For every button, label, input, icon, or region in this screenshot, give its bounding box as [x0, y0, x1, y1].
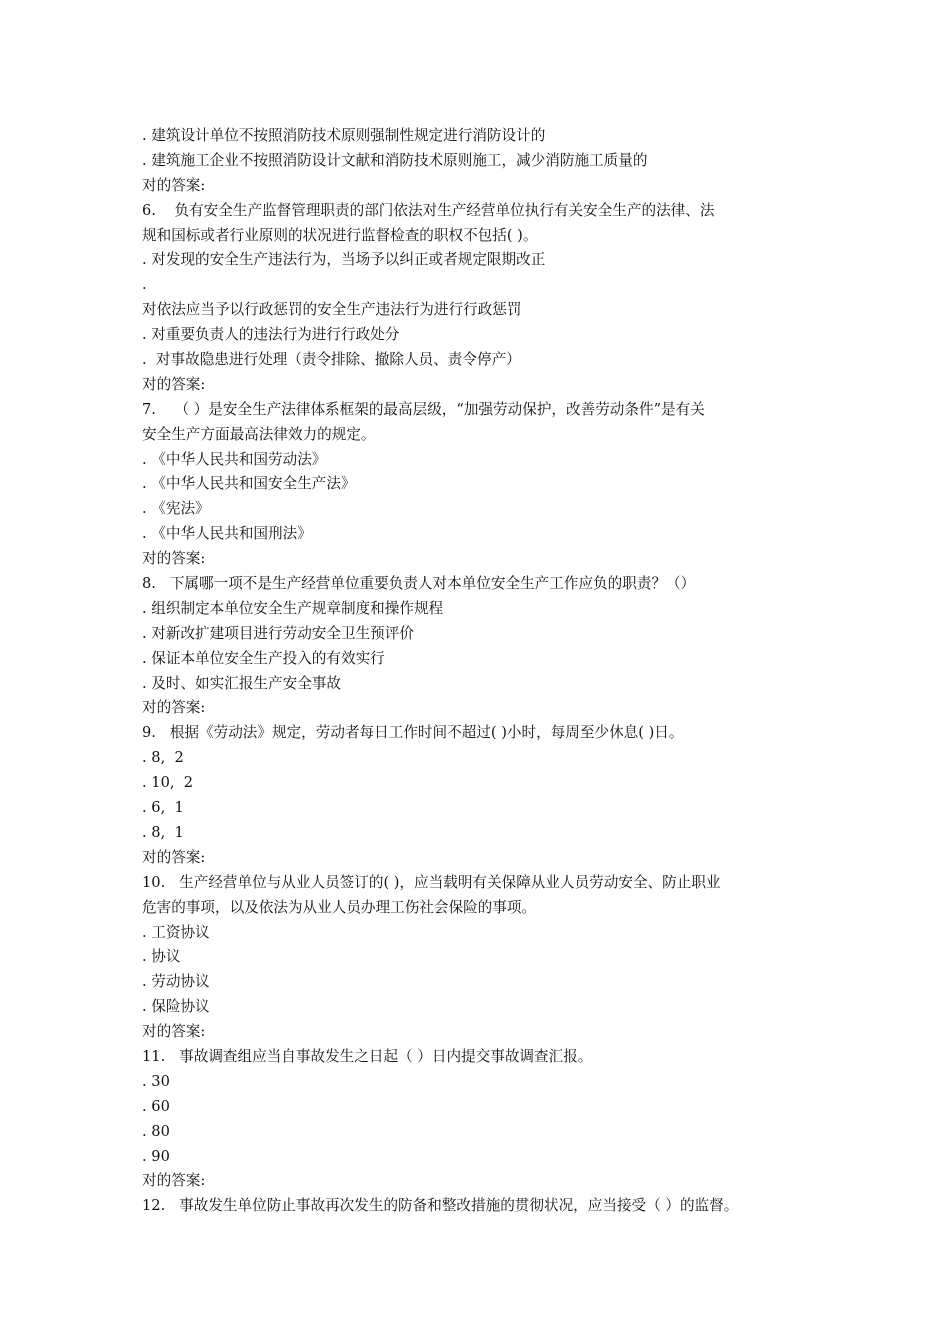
question-line: 9. 根据《劳动法》规定，劳动者每日工作时间不超过( )小时，每周至少休息( )日。	[142, 724, 684, 742]
option-line: . 组织制定本单位安全生产规章制度和操作规程	[142, 599, 444, 617]
question-cont-line: 规和国标或者行业原则的状况进行监督检查的职权不包括( )。	[142, 226, 538, 244]
option-line: . 劳动协议	[142, 973, 210, 991]
option-line: . 《宪法》	[142, 500, 210, 518]
answer-line: 对的答案:	[142, 848, 206, 866]
option-line: . 80	[142, 1122, 170, 1140]
option-line: . 对新改扩建项目进行劳动安全卫生预评价	[142, 624, 414, 642]
option-line: . 30	[142, 1072, 170, 1090]
option-line: . 《中华人民共和国刑法》	[142, 525, 312, 543]
question-line: 8. 下属哪一项不是生产经营单位重要负责人对本单位安全生产工作应负的职责？（）	[142, 575, 696, 593]
option-line: . 及时、如实汇报生产安全事故	[142, 674, 341, 692]
question-cont-line: 危害的事项，以及依法为从业人员办理工伤社会保险的事项。	[142, 898, 537, 916]
question-line: 12. 事故发生单位防止事故再次发生的防备和整改措施的贯彻状况，应当接受（ ）的监督。	[142, 1197, 739, 1215]
option-line: . 8, 2	[142, 749, 184, 767]
question-line: 6. 负有安全生产监督管理职责的部门依法对生产经营单位执行有关安全生产的法律、法	[142, 201, 715, 219]
option-line: .	[142, 276, 147, 294]
option-line: . 《中华人民共和国安全生产法》	[142, 475, 356, 493]
option-line: . 对重要负责人的违法行为进行行政处分	[142, 326, 400, 344]
option-line: . 《中华人民共和国劳动法》	[142, 450, 327, 468]
option-line: . 6, 1	[142, 799, 184, 817]
question-line: 10. 生产经营单位与从业人员签订的( )，应当载明有关保障从业人员劳动安全、防止职业	[142, 873, 721, 891]
answer-line: 对的答案:	[142, 699, 206, 717]
document-page	[0, 124, 950, 1219]
answer-line: 对的答案:	[142, 375, 206, 393]
option-cont-line: 对依法应当予以行政惩罚的安全生产违法行为进行行政惩罚	[142, 301, 522, 319]
option-line: . 保证本单位安全生产投入的有效实行	[142, 649, 385, 667]
option-line: . 建筑施工企业不按照消防设计文献和消防技术原则施工，减少消防施工质量的	[142, 151, 648, 169]
option-line: . 工资协议	[142, 923, 210, 941]
option-line: . 60	[142, 1097, 170, 1115]
option-line: . 对发现的安全生产违法行为，当场予以纠正或者规定限期改正	[142, 251, 546, 269]
answer-line: 对的答案:	[142, 1172, 206, 1190]
question-cont-line: 安全生产方面最高法律效力的规定。	[142, 425, 376, 443]
option-line: . 对事故隐患进行处理（责令排除、撤除人员、责令停产）	[142, 351, 521, 369]
question-line: 11. 事故调查组应当自事故发生之日起（ ）日内提交事故调查汇报。	[142, 1047, 593, 1065]
option-line: . 8, 1	[142, 823, 184, 841]
question-line: 7. （ ）是安全生产法律体系框架的最高层级，“加强劳动保护，改善劳动条件”是有关	[142, 400, 705, 418]
option-line: . 保险协议	[142, 998, 210, 1016]
answer-line: 对的答案:	[142, 1023, 206, 1041]
answer-line: 对的答案:	[142, 550, 206, 568]
option-line: . 建筑设计单位不按照消防技术原则强制性规定进行消防设计的	[142, 127, 546, 144]
option-line: . 90	[142, 1147, 170, 1165]
option-line: . 10, 2	[142, 774, 194, 792]
answer-line: 对的答案:	[142, 176, 206, 194]
option-line: . 协议	[142, 948, 181, 966]
